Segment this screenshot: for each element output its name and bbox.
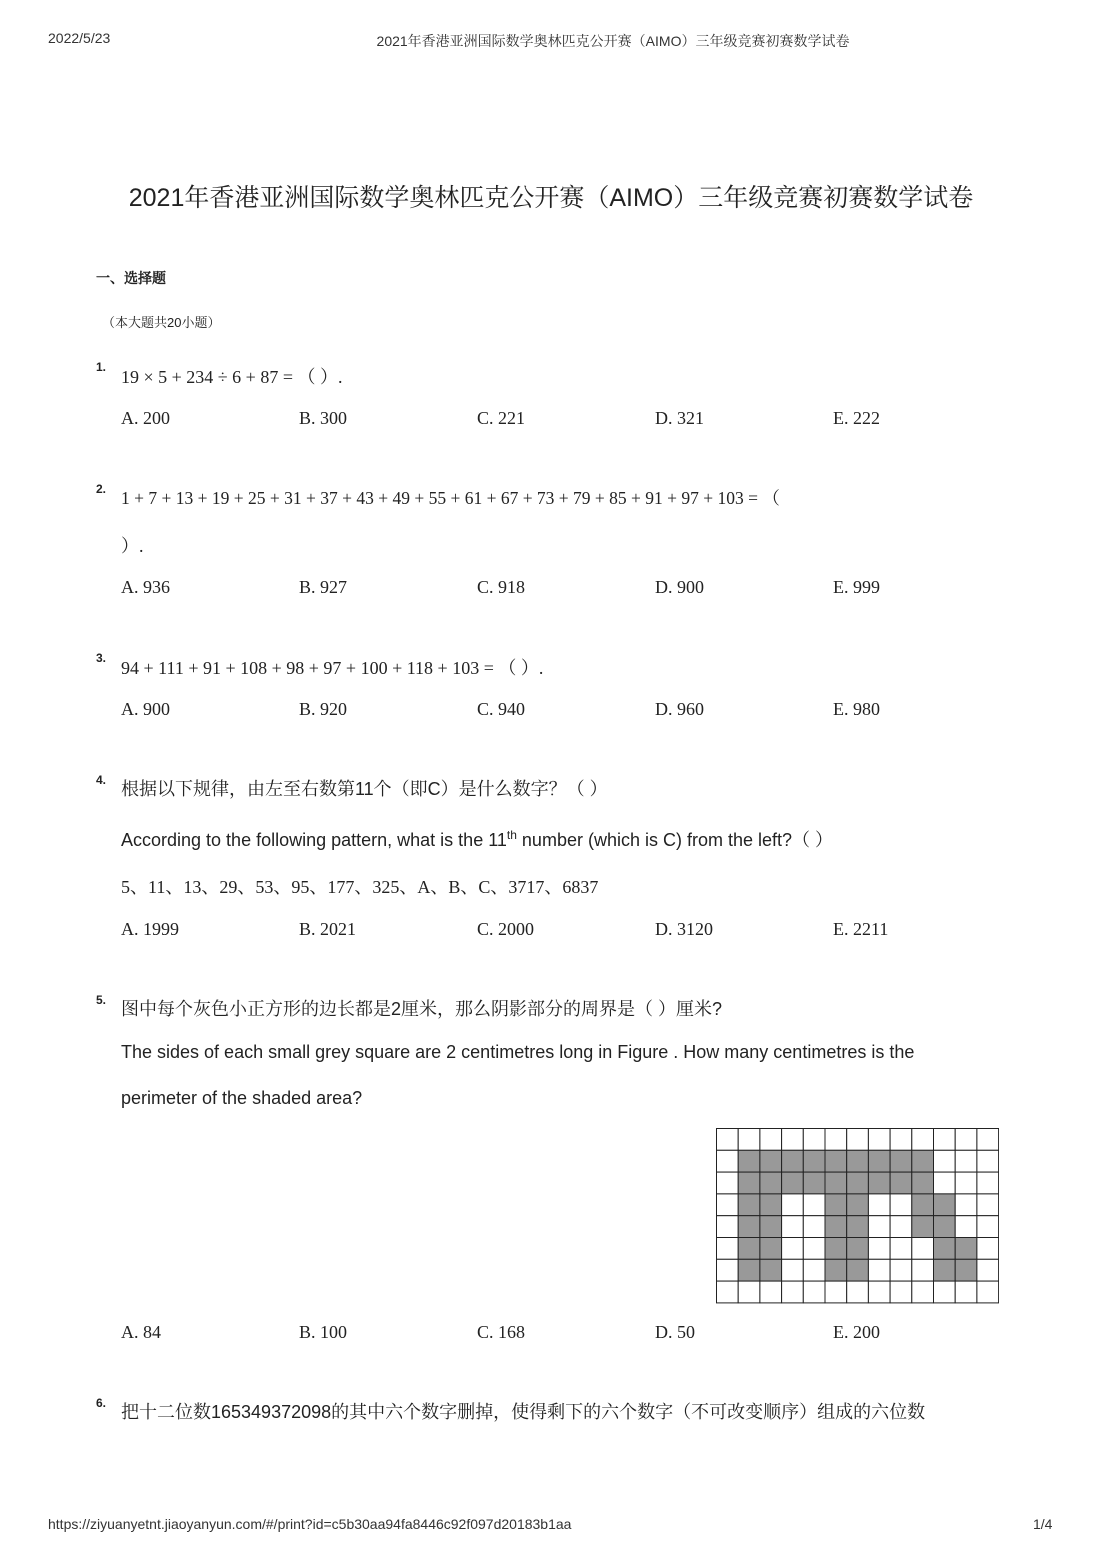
question-number: 5. bbox=[96, 993, 107, 1007]
grid-cell bbox=[955, 1129, 977, 1151]
question-number: 6. bbox=[96, 1396, 107, 1410]
grid-cell bbox=[912, 1259, 934, 1281]
grid-cell bbox=[782, 1238, 804, 1260]
shaded-cell bbox=[782, 1150, 804, 1172]
shaded-cell bbox=[934, 1259, 956, 1281]
grid-cell bbox=[955, 1172, 977, 1194]
shaded-cell bbox=[955, 1238, 977, 1260]
grid-cell bbox=[934, 1172, 956, 1194]
header-date: 2022/5/23 bbox=[48, 30, 111, 46]
option: E. 980 bbox=[833, 699, 880, 719]
grid-cell bbox=[955, 1194, 977, 1216]
shaded-cell bbox=[760, 1194, 782, 1216]
grid-cell bbox=[868, 1129, 890, 1151]
grid-cell bbox=[782, 1259, 804, 1281]
shaded-cell bbox=[847, 1238, 869, 1260]
grid-cell bbox=[890, 1129, 912, 1151]
shaded-cell bbox=[738, 1150, 760, 1172]
grid-cell bbox=[717, 1150, 739, 1172]
question-number: 3. bbox=[96, 651, 107, 665]
question-number: 1. bbox=[96, 360, 107, 374]
shaded-cell bbox=[847, 1216, 869, 1238]
shaded-cell bbox=[738, 1259, 760, 1281]
grid-cell bbox=[868, 1216, 890, 1238]
shaded-cell bbox=[803, 1172, 825, 1194]
shaded-cell bbox=[890, 1172, 912, 1194]
shaded-cell bbox=[912, 1194, 934, 1216]
question-number: 4. bbox=[96, 773, 107, 787]
grid-cell bbox=[912, 1238, 934, 1260]
shaded-cell bbox=[760, 1216, 782, 1238]
option: D. 321 bbox=[655, 408, 704, 428]
grid-cell bbox=[977, 1259, 999, 1281]
question-english-continued: perimeter of the shaded area? bbox=[121, 1088, 363, 1108]
grid-cell bbox=[977, 1216, 999, 1238]
shaded-cell bbox=[760, 1150, 782, 1172]
shaded-cell bbox=[934, 1216, 956, 1238]
grid-cell bbox=[803, 1194, 825, 1216]
grid-cell bbox=[977, 1129, 999, 1151]
option: A. 900 bbox=[121, 699, 170, 719]
grid-cell bbox=[803, 1259, 825, 1281]
grid-cell bbox=[803, 1129, 825, 1151]
grid-cell bbox=[717, 1238, 739, 1260]
question-text: 图中每个灰色小正方形的边长都是2厘米，那么阴影部分的周界是（ ）厘米? bbox=[121, 999, 723, 1019]
option: B. 920 bbox=[299, 699, 348, 719]
shaded-cell bbox=[847, 1259, 869, 1281]
grid-cell bbox=[912, 1281, 934, 1303]
option: B. 100 bbox=[299, 1322, 348, 1342]
section-title: 一、选择题 bbox=[96, 270, 166, 286]
question-text: 94 + 111 + 91 + 108 + 98 + 97 + 100 + 118 + 103 = （ ）. bbox=[121, 658, 544, 678]
shaded-cell bbox=[847, 1150, 869, 1172]
grid-cell bbox=[847, 1129, 869, 1151]
option: A. 1999 bbox=[121, 919, 179, 939]
grid-cell bbox=[803, 1238, 825, 1260]
option: B. 927 bbox=[299, 577, 348, 597]
shaded-cell bbox=[847, 1172, 869, 1194]
question-text-continued: ）. bbox=[121, 536, 144, 556]
shaded-cell bbox=[912, 1172, 934, 1194]
option: D. 3120 bbox=[655, 919, 713, 939]
footer-url: https://ziyuanyetnt.jiaoyanyun.com/#/print?id=c5b30aa94fa8446c92f097d20183b1aa bbox=[48, 1516, 572, 1532]
shaded-cell bbox=[825, 1194, 847, 1216]
header-title: 2021年香港亚洲国际数学奥林匹克公开赛（AIMO）三年级竞赛初赛数学试卷 bbox=[376, 33, 850, 49]
option: C. 168 bbox=[477, 1322, 526, 1342]
option: E. 2211 bbox=[833, 919, 889, 939]
shaded-cell bbox=[738, 1238, 760, 1260]
shaded-cell bbox=[738, 1194, 760, 1216]
shaded-cell bbox=[868, 1150, 890, 1172]
shaded-cell bbox=[955, 1259, 977, 1281]
shaded-cell bbox=[803, 1150, 825, 1172]
grid-cell bbox=[977, 1172, 999, 1194]
option: B. 300 bbox=[299, 408, 348, 428]
shaded-cell bbox=[738, 1172, 760, 1194]
shaded-cell bbox=[760, 1238, 782, 1260]
option: D. 960 bbox=[655, 699, 704, 719]
question-text: 把十二位数165349372098的其中六个数字删掉，使得剩下的六个数字（不可改变顺序）组成的六位数 bbox=[121, 1402, 926, 1422]
question-english: The sides of each small grey square are 2 centimetres long in Figure . How many centimetres is the bbox=[121, 1042, 915, 1062]
grid-cell bbox=[955, 1150, 977, 1172]
option: C. 940 bbox=[477, 699, 526, 719]
grid-cell bbox=[868, 1194, 890, 1216]
grid-cell bbox=[782, 1216, 804, 1238]
grid-cell bbox=[890, 1216, 912, 1238]
question-text: 19 × 5 + 234 ÷ 6 + 87 = （ ）. bbox=[121, 367, 343, 387]
number-sequence: 5、11、13、29、53、95、177、325、A、B、C、3717、6837 bbox=[121, 877, 599, 897]
footer-page-number: 1/4 bbox=[1033, 1516, 1053, 1532]
grid-cell bbox=[955, 1281, 977, 1303]
grid-cell bbox=[847, 1281, 869, 1303]
grid-cell bbox=[803, 1281, 825, 1303]
option: D. 50 bbox=[655, 1322, 695, 1342]
grid-cell bbox=[934, 1129, 956, 1151]
grid-cell bbox=[825, 1281, 847, 1303]
shaded-cell bbox=[782, 1172, 804, 1194]
section-note: （本大题共20小题） bbox=[102, 315, 221, 330]
option: E. 999 bbox=[833, 577, 880, 597]
shaded-cell bbox=[934, 1194, 956, 1216]
option: A. 936 bbox=[121, 577, 170, 597]
shaded-grid-figure bbox=[716, 1128, 999, 1304]
grid-cell bbox=[717, 1216, 739, 1238]
option: B. 2021 bbox=[299, 919, 357, 939]
shaded-cell bbox=[825, 1259, 847, 1281]
grid-cell bbox=[738, 1129, 760, 1151]
grid-cell bbox=[890, 1238, 912, 1260]
grid-cell bbox=[890, 1259, 912, 1281]
option: C. 918 bbox=[477, 577, 526, 597]
option: C. 221 bbox=[477, 408, 526, 428]
shaded-cell bbox=[738, 1216, 760, 1238]
grid-cell bbox=[803, 1216, 825, 1238]
shaded-cell bbox=[825, 1238, 847, 1260]
grid-cell bbox=[934, 1150, 956, 1172]
grid-cell bbox=[934, 1281, 956, 1303]
shaded-cell bbox=[912, 1150, 934, 1172]
question-text: 根据以下规律，由左至右数第11个（即C）是什么数字？（ ） bbox=[121, 779, 608, 799]
grid-cell bbox=[977, 1281, 999, 1303]
shaded-cell bbox=[890, 1150, 912, 1172]
question-text: 1 + 7 + 13 + 19 + 25 + 31 + 37 + 43 + 49 + 55 + 61 + 67 + 73 + 79 + 85 + 91 + 97 + 103 = （ bbox=[121, 488, 780, 508]
shaded-cell bbox=[760, 1172, 782, 1194]
page-title: 2021年香港亚洲国际数学奥林匹克公开赛（AIMO）三年级竞赛初赛数学试卷 bbox=[128, 184, 974, 212]
option: E. 222 bbox=[833, 408, 880, 428]
shaded-cell bbox=[760, 1259, 782, 1281]
grid-cell bbox=[955, 1216, 977, 1238]
shaded-cell bbox=[868, 1172, 890, 1194]
grid-cell bbox=[717, 1259, 739, 1281]
grid-cell bbox=[717, 1194, 739, 1216]
grid-cell bbox=[825, 1129, 847, 1151]
grid-cell bbox=[782, 1281, 804, 1303]
shaded-cell bbox=[825, 1150, 847, 1172]
grid-cell bbox=[868, 1238, 890, 1260]
shaded-cell bbox=[825, 1172, 847, 1194]
grid-cell bbox=[782, 1129, 804, 1151]
shaded-cell bbox=[934, 1238, 956, 1260]
grid-cell bbox=[890, 1194, 912, 1216]
shaded-cell bbox=[825, 1216, 847, 1238]
option: A. 84 bbox=[121, 1322, 161, 1342]
grid-cell bbox=[977, 1194, 999, 1216]
grid-cell bbox=[868, 1259, 890, 1281]
grid-cell bbox=[977, 1238, 999, 1260]
question-english: According to the following pattern, what is the 11th number (which is C) from the left?（ ） bbox=[121, 828, 834, 850]
shaded-cell bbox=[912, 1216, 934, 1238]
option: E. 200 bbox=[833, 1322, 880, 1342]
question-number: 2. bbox=[96, 482, 107, 496]
grid-cell bbox=[738, 1281, 760, 1303]
grid-cell bbox=[977, 1150, 999, 1172]
grid-cell bbox=[912, 1129, 934, 1151]
option: A. 200 bbox=[121, 408, 170, 428]
grid-cell bbox=[890, 1281, 912, 1303]
shaded-cell bbox=[847, 1194, 869, 1216]
grid-cell bbox=[782, 1194, 804, 1216]
grid-cell bbox=[760, 1281, 782, 1303]
option: D. 900 bbox=[655, 577, 704, 597]
grid-cell bbox=[868, 1281, 890, 1303]
option: C. 2000 bbox=[477, 919, 535, 939]
grid-cell bbox=[717, 1281, 739, 1303]
grid-cell bbox=[717, 1129, 739, 1151]
grid-cell bbox=[760, 1129, 782, 1151]
grid-cell bbox=[717, 1172, 739, 1194]
